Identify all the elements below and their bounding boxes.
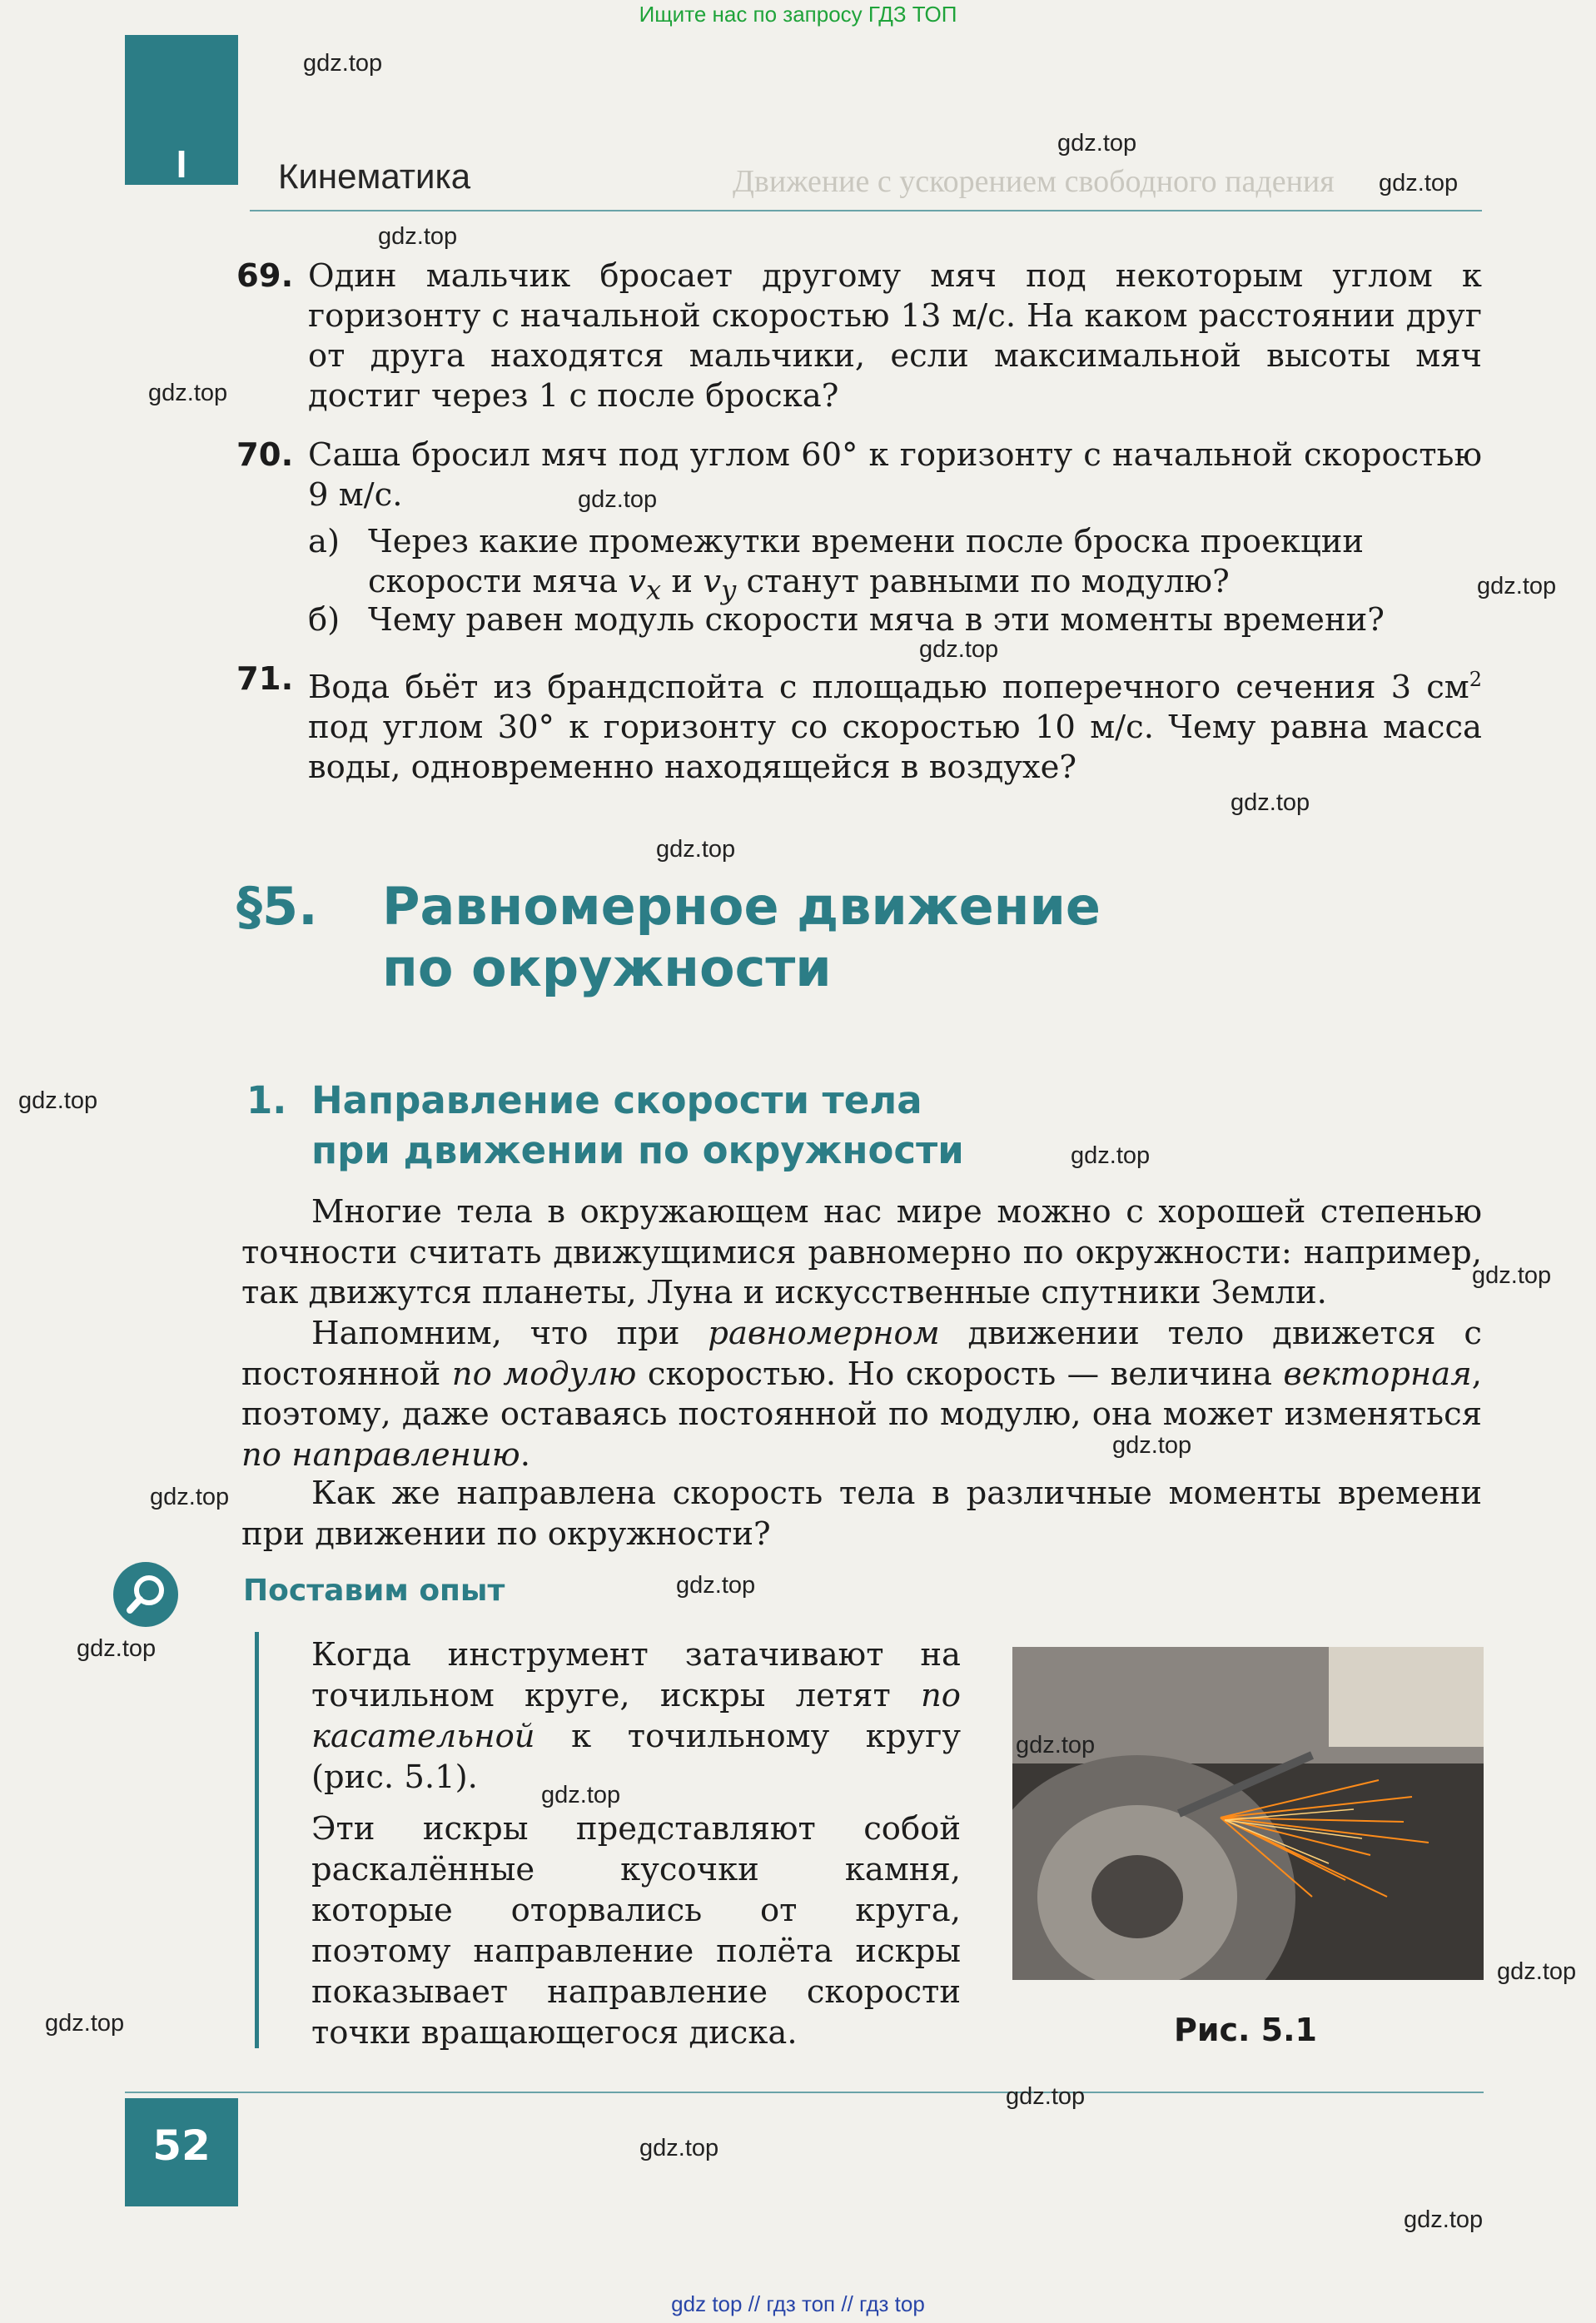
experiment-text-1: Когда инструмент затачивают на точильном круге, искры летят по касательной к точильному кругу (рис. 5.1). [311, 1636, 961, 1796]
figure-caption: Рис. 5.1 [1174, 2012, 1317, 2048]
problem-text: Один мальчик бросает другому мяч под некоторым углом к горизонту с начальной скоростью 13 м/с. На каком расстоянии друг от друга находятся мальчики, если максимальной высоты мяч достиг через 1 с после броска? [308, 257, 1482, 415]
watermark: gdz.top [1379, 170, 1459, 196]
watermark: gdz.top [378, 223, 458, 250]
problem-number: 71. [236, 660, 294, 698]
watermark: gdz.top [45, 2010, 125, 2037]
problem-70-part-b [308, 600, 1482, 640]
watermark: gdz.top [303, 50, 383, 77]
section-title-line2: по окружности [382, 938, 832, 998]
velocity-y: $v_y$ [703, 563, 737, 606]
watermark: gdz.top [1231, 789, 1310, 816]
subsection-title-line2: при движении по окружности [311, 1128, 964, 1172]
part-letter: а) [308, 523, 340, 560]
magnifier-icon [113, 1562, 178, 1627]
watermark: gdz.top [1071, 1142, 1151, 1169]
watermark: gdz.top [1006, 2083, 1086, 2110]
problem-number: 70. [236, 436, 294, 474]
watermark: gdz.top [148, 380, 228, 406]
chapter-title: Кинематика [278, 157, 471, 196]
footer-divider [125, 2092, 1484, 2093]
velocity-x: $v_x$ [628, 563, 662, 606]
subsection-number: 1. [246, 1078, 287, 1122]
watermark: gdz.top [656, 836, 736, 863]
grinding-wheel-photo [1012, 1647, 1484, 1980]
watermark: gdz.top [919, 636, 999, 663]
problem-69 [236, 256, 1482, 416]
problem-text: Вода бьёт из брандспойта с площадью поперечного сечения 3 $см^2$ под углом 30° к горизонту со скоростью 10 м/с. Чему равна масса воды, одновременно находящейся в воздухе? [308, 668, 1482, 786]
problem-71 [236, 659, 1482, 788]
watermark: gdz.top [1472, 1262, 1552, 1289]
watermark: gdz.top [1497, 1958, 1577, 1985]
footer-note: gdz top // гдз топ // гдз top [671, 2291, 925, 2316]
subsection-title-line1: Направление скорости тела [311, 1078, 922, 1122]
watermark: gdz.top [676, 1572, 756, 1599]
header-bleed-through: Движение с ускорением свободного падения [733, 164, 1335, 199]
watermark: gdz.top [1112, 1432, 1192, 1459]
problem-text: Саша бросил мяч под углом 60° к горизонту с начальной скоростью 9 м/с. [308, 436, 1482, 514]
chapter-number: I [176, 142, 187, 186]
part-letter: б) [308, 601, 341, 639]
experiment-sidebar-rule [255, 1632, 259, 2048]
watermark: gdz.top [639, 2135, 719, 2161]
watermark: gdz.top [1057, 130, 1137, 157]
top-note: Ищите нас по запросу ГДЗ ТОП [639, 2, 957, 27]
section-number: §5. [236, 876, 318, 937]
header-divider [250, 210, 1482, 211]
watermark: gdz.top [1016, 1732, 1096, 1758]
watermark: gdz.top [578, 486, 658, 513]
experiment-text-2: Эти искры представляют собой раскалённые кусочки камня, которые оторвались от круга, поэтому направление полёта искры показывает направление скорости точки вращающегося диска. [311, 1810, 961, 2052]
watermark: gdz.top [541, 1782, 621, 1808]
problem-number: 69. [236, 257, 294, 295]
watermark: gdz.top [1477, 573, 1557, 599]
watermark: gdz.top [18, 1087, 98, 1114]
experiment-heading: Поставим опыт [243, 1574, 505, 1608]
problem-70 [236, 435, 1482, 515]
watermark: gdz.top [150, 1484, 230, 1510]
watermark: gdz.top [1404, 2206, 1484, 2233]
section-heading [236, 876, 1101, 998]
paragraph-2: Напомним, что при равномерном движении тело движется с постоянной по модулю скоростью. Но скорость — величина векторная, поэтому, даже оставаясь постоянной по модулю, она может изменяться по направлению. [241, 1315, 1482, 1474]
paragraph-1: Многие тела в окружающем нас мире можно с хорошей степенью точности считать движущимися равномерно по окружности: например, так движутся планеты, Луна и искусственные спутники Земли. [241, 1193, 1482, 1311]
problem-70-part-a [308, 522, 1482, 610]
section-title-line1: Равномерное движение [382, 876, 1101, 937]
subsection-heading [246, 1076, 964, 1172]
watermark: gdz.top [77, 1635, 157, 1662]
part-text: Через какие промежутки времени после броска проекции скорости мяча $v_x$ и $v_y$ станут равными по модулю? [368, 523, 1365, 606]
part-text: Чему равен модуль скорости мяча в эти моменты времени? [368, 601, 1385, 639]
page-number: 52 [152, 2122, 211, 2170]
paragraph-3: Как же направлена скорость тела в различные моменты времени при движении по окружности? [241, 1475, 1482, 1553]
